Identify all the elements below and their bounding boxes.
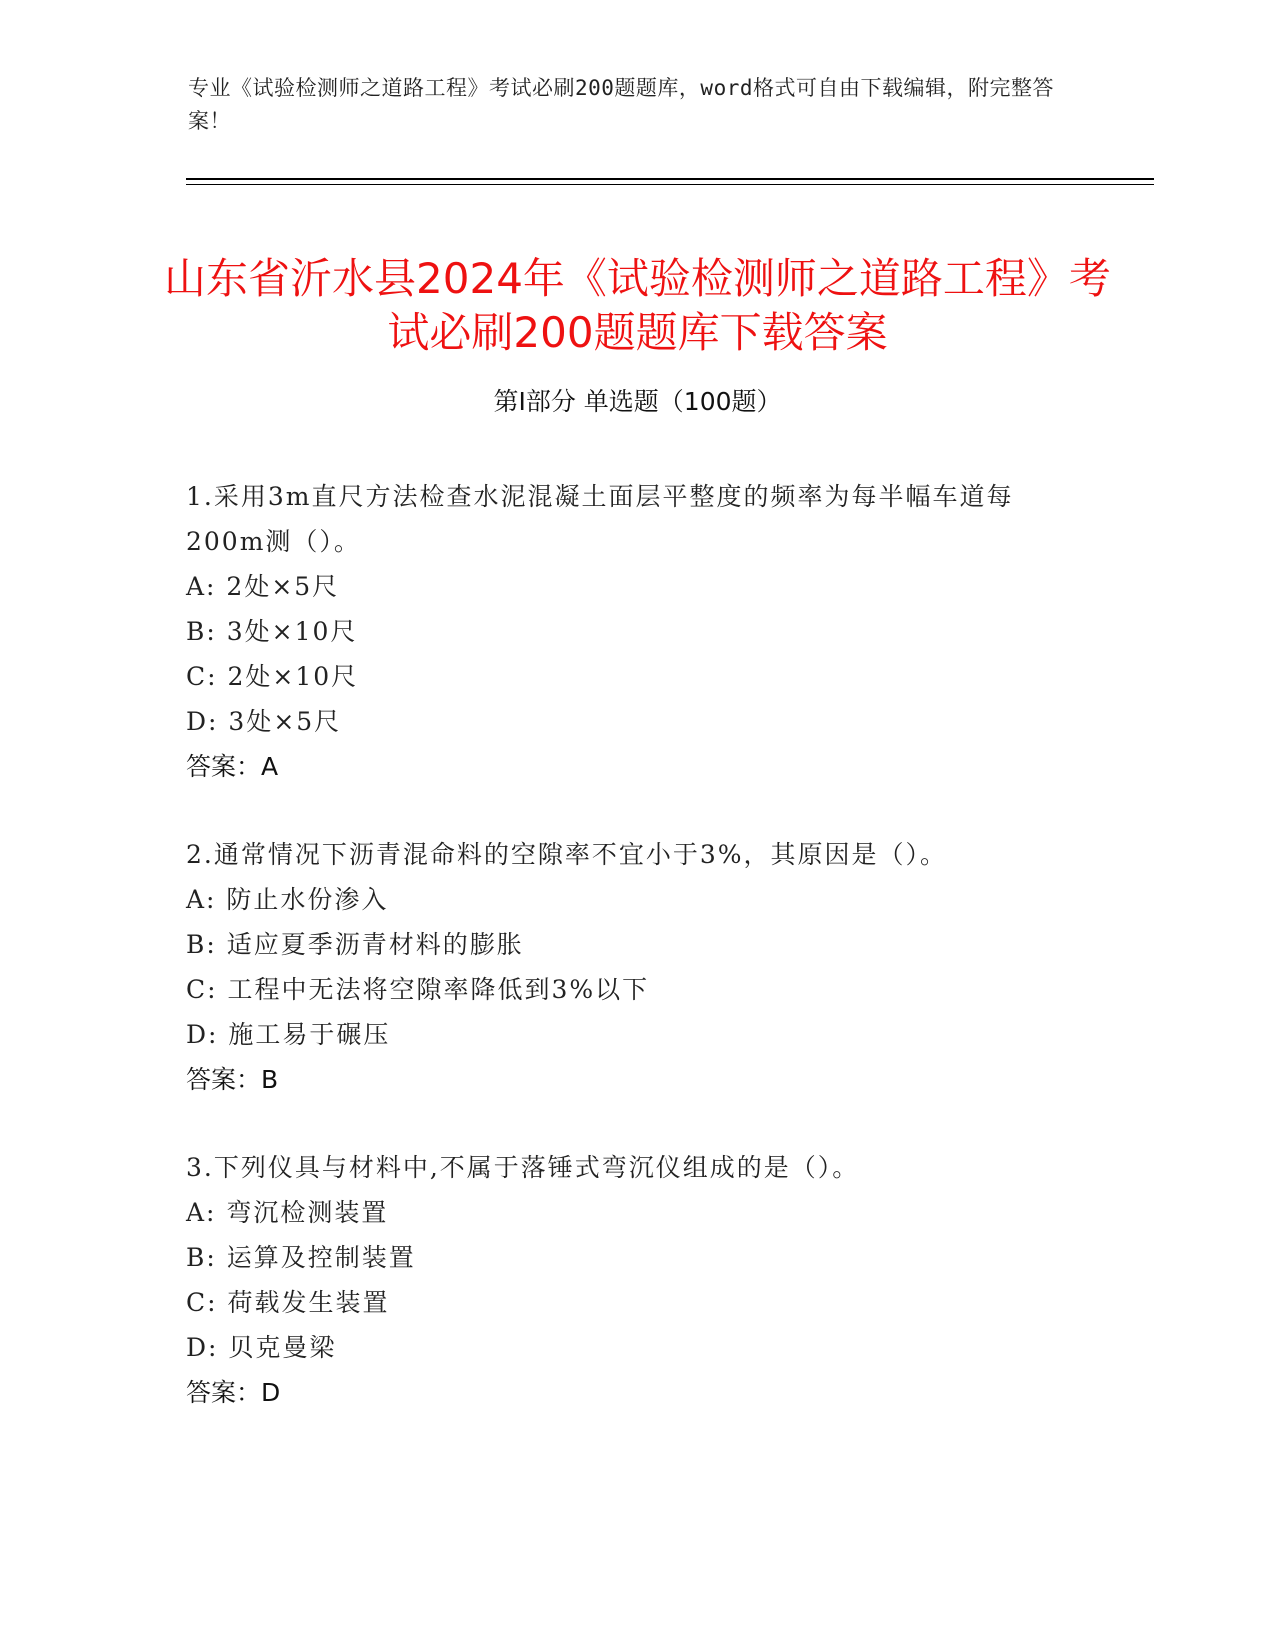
option-a: A: 防止水份渗入: [186, 885, 389, 914]
question-list: [186, 474, 1086, 1458]
option-d: D: 3处×5尺: [186, 707, 342, 736]
question-stem: 2.通常情况下沥青混命料的空隙率不宜小于3%，其原因是（）。: [186, 840, 948, 869]
option-c: C: 荷载发生装置: [186, 1288, 390, 1317]
option-c: C: 2处×10尺: [186, 662, 359, 691]
option-b: B: 适应夏季沥青材料的膨胀: [186, 930, 524, 959]
option-d: D: 贝克曼梁: [186, 1333, 337, 1362]
question-3: [186, 1145, 1086, 1415]
option-b: B: 3处×10尺: [186, 617, 358, 646]
answer-line: 答案：A: [186, 752, 279, 781]
section-heading: 第I部分 单选题（100题）: [493, 387, 782, 416]
answer-line: 答案：B: [186, 1065, 279, 1094]
option-a: A: 弯沉检测装置: [186, 1198, 389, 1227]
document-title: 山东省沂水县2024年《试验检测师之道路工程》考试必刷200题题库下载答案: [164, 254, 1111, 358]
option-b: B: 运算及控制装置: [186, 1243, 416, 1272]
question-1: [186, 474, 1086, 789]
question-stem: 3.下列仪具与材料中,不属于落锤式弯沉仪组成的是（）。: [186, 1153, 860, 1182]
question-stem: 1.采用3m直尺方法检查水泥混凝土面层平整度的频率为每半幅车道每200m测（）。: [186, 482, 1014, 556]
header-divider-thick: [186, 178, 1154, 180]
answer-line: 答案：D: [186, 1378, 281, 1407]
option-c: C: 工程中无法将空隙率降低到3%以下: [186, 975, 650, 1004]
header-divider-thin: [186, 184, 1154, 185]
question-2: [186, 832, 1086, 1102]
header-note: 专业《试验检测师之道路工程》考试必刷200题题库，word格式可自由下载编辑，附完整答案！: [188, 76, 1054, 133]
option-d: D: 施工易于碾压: [186, 1020, 391, 1049]
option-a: A: 2处×5尺: [186, 572, 340, 601]
